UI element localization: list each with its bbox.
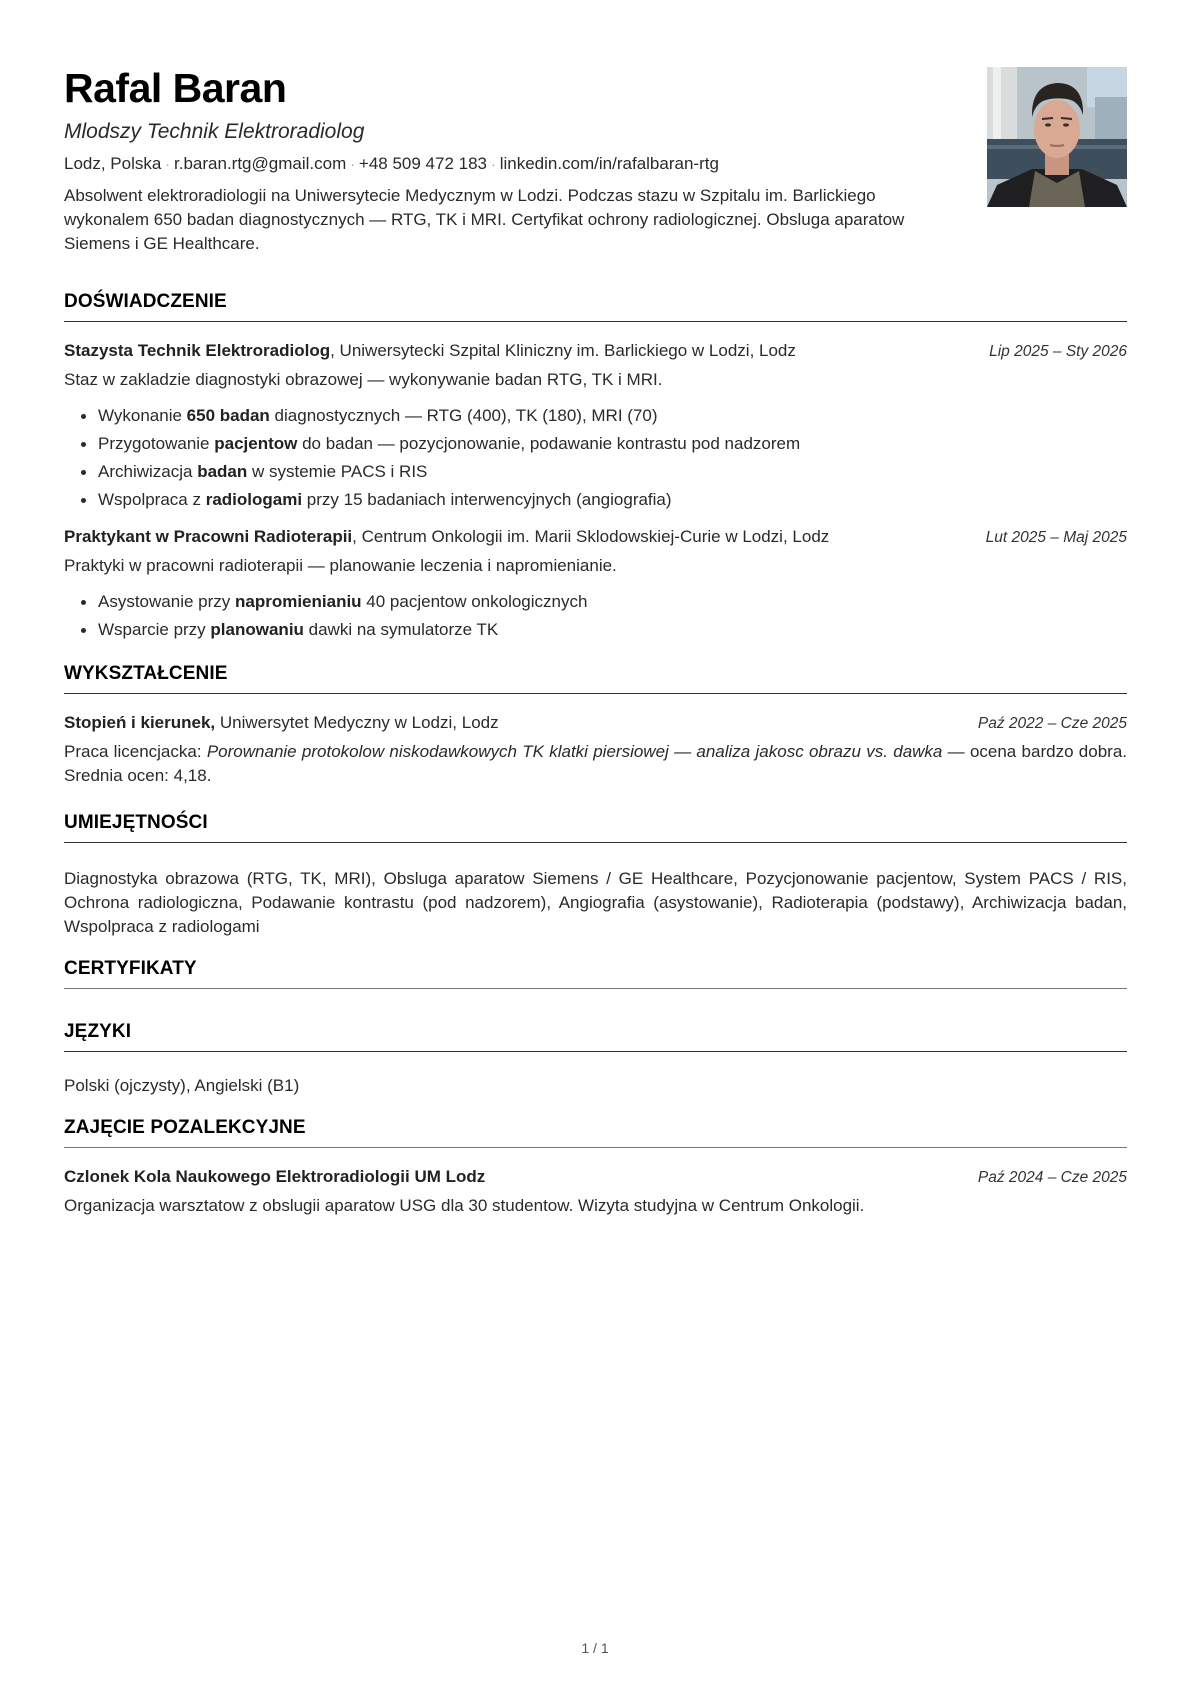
thesis-result: — ocena bardzo dobra. Srednia ocen: 4,18. [64, 742, 1127, 785]
bullet-text: Wykonanie [98, 406, 187, 425]
bullet-item [81, 430, 1127, 458]
contact-linkedin[interactable]: linkedin.com/in/rafalbaran-rtg [499, 154, 719, 173]
section-title-certificates: CERTYFIKATY [64, 956, 1127, 989]
section-skills [64, 810, 1127, 939]
candidate-role: Mlodszy Technik Elektroradiolog [64, 120, 365, 143]
contact-separator: · [165, 156, 171, 172]
entry-description: Praktyki w pracowni radioterapii — planowanie leczenia i napromienianie. [64, 556, 617, 575]
thesis-title: Porownanie protokolow niskodawkowych TK klatki piersiowej — analiza jakosc obrazu vs. dawka [206, 742, 943, 761]
experience-entry [64, 525, 1127, 644]
bullet-item [81, 588, 1127, 616]
languages-list: Polski (ojczysty), Angielski (B1) [64, 1076, 300, 1095]
section-languages [64, 1019, 1127, 1098]
entry-header [64, 525, 1127, 550]
extracurricular-entry [64, 1165, 1127, 1218]
entry-heading [64, 525, 829, 549]
bullet-text: do badan — pozycjonowanie, podawanie kontrastu pod nadzorem [297, 434, 801, 453]
bullet-highlight: planowaniu [210, 620, 304, 639]
entry-heading [64, 711, 499, 735]
bullet-highlight: pacjentow [214, 434, 298, 453]
bullet-highlight: napromienianiu [235, 592, 362, 611]
candidate-name: Rafal Baran [64, 65, 287, 111]
entry-header [64, 1165, 1127, 1190]
experience-entry [64, 339, 1127, 514]
bullet-item [81, 616, 1127, 644]
profile-photo-icon [987, 67, 1127, 207]
profile-photo [987, 67, 1127, 207]
thesis-description [64, 740, 1127, 788]
entry-title: Czlonek Kola Naukowego Elektroradiologii UM Lodz [64, 1167, 486, 1186]
contact-line [64, 152, 1127, 176]
bullet-highlight: badan [197, 462, 248, 481]
bullet-text: Przygotowanie [98, 434, 215, 453]
bullet-item [81, 486, 1127, 514]
entry-date: Paź 2024 – Cze 2025 [977, 1169, 1127, 1186]
section-title-extracurricular: ZAJĘCIE POZALEKCYJNE [64, 1115, 1127, 1148]
bullet-text: Asystowanie przy [98, 592, 235, 611]
section-title-experience: DOŚWIADCZENIE [64, 289, 1127, 322]
section-title-education: WYKSZTAŁCENIE [64, 661, 1127, 694]
entry-date: Paź 2022 – Cze 2025 [977, 715, 1127, 732]
bullet-highlight: radiologami [205, 490, 303, 509]
entry-organization: Uniwersytet Medyczny w Lodzi, Lodz [215, 713, 499, 732]
bullet-text: przy 15 badaniach interwencyjnych (angiografia) [302, 490, 672, 509]
bullet-text: Archiwizacja [98, 462, 198, 481]
entry-date: Lip 2025 – Sty 2026 [989, 343, 1127, 360]
resume-page [64, 60, 1127, 1218]
section-certificates [64, 956, 1127, 989]
contact-separator: · [491, 156, 496, 172]
bullet-highlight: 650 badan [186, 406, 270, 425]
skills-list: Diagnostyka obrazowa (RTG, TK, MRI), Obsluga aparatow Siemens / GE Healthcare, Pozycjonowanie pacjentow, System PACS / RIS, Ochrona radiologiczna, Podawanie kontrastu (pod nadzorem), Angiografia (asystowanie), Radioterapia (podstawy), Archiwizacja badan, Wspolpraca z radiologami [64, 869, 1127, 936]
education-entry [64, 711, 1127, 788]
bullet-item [81, 402, 1127, 430]
entry-description: Staz w zakladzie diagnostyki obrazowej — wykonywanie badan RTG, TK i MRI. [64, 370, 663, 389]
entry-organization: , Centrum Onkologii im. Marii Sklodowskiej-Curie w Lodzi, Lodz [352, 527, 830, 546]
contact-location: Lodz, Polska [64, 154, 162, 173]
entry-header [64, 339, 1127, 364]
entry-bullets [64, 402, 1127, 514]
section-extracurricular [64, 1115, 1127, 1218]
thesis-label: Praca licencjacka: [64, 742, 207, 761]
page-indicator: 1 / 1 [581, 1640, 609, 1656]
entry-header [64, 711, 1127, 736]
bullet-text: dawki na symulatorze TK [303, 620, 499, 639]
entry-heading [64, 339, 796, 363]
entry-date: Lut 2025 – Maj 2025 [985, 529, 1127, 546]
contact-email[interactable]: r.baran.rtg@gmail.com [174, 154, 347, 173]
profile-summary: Absolwent elektroradiologii na Uniwersytecie Medycznym w Lodzi. Podczas stazu w Szpitalu im. Barlickiego wykonalem 650 badan diagnostycznych — RTG, TK i MRI. Certyfikat ochrony radiologicznej. Obsluga aparatow Siemens i GE Healthcare. [64, 186, 905, 253]
section-education [64, 661, 1127, 788]
bullet-text: Wsparcie przy [98, 620, 211, 639]
bullet-text: Wspolpraca z [98, 490, 206, 509]
entry-description: Organizacja warsztatow z obslugii aparatow USG dla 30 studentow. Wizyta studyjna w Centrum Onkologii. [64, 1196, 865, 1215]
entry-bullets [64, 588, 1127, 644]
entry-organization: , Uniwersytecki Szpital Kliniczny im. Barlickiego w Lodzi, Lodz [330, 341, 796, 360]
bullet-item [81, 458, 1127, 486]
resume-header [64, 64, 1127, 264]
contact-separator: · [350, 156, 355, 172]
entry-title: Stopień i kierunek, [64, 713, 216, 732]
contact-phone[interactable]: +48 509 472 183 [358, 154, 488, 173]
section-title-skills: UMIEJĘTNOŚCI [64, 810, 1127, 843]
entry-title: Praktykant w Pracowni Radioterapii [64, 527, 353, 546]
bullet-text: diagnostycznych — RTG (400), TK (180), MRI (70) [269, 406, 658, 425]
bullet-text: 40 pacjentow onkologicznych [361, 592, 588, 611]
section-experience [64, 289, 1127, 644]
entry-title: Stazysta Technik Elektroradiolog [64, 341, 331, 360]
bullet-text: w systemie PACS i RIS [247, 462, 428, 481]
section-title-languages: JĘZYKI [64, 1019, 1127, 1052]
